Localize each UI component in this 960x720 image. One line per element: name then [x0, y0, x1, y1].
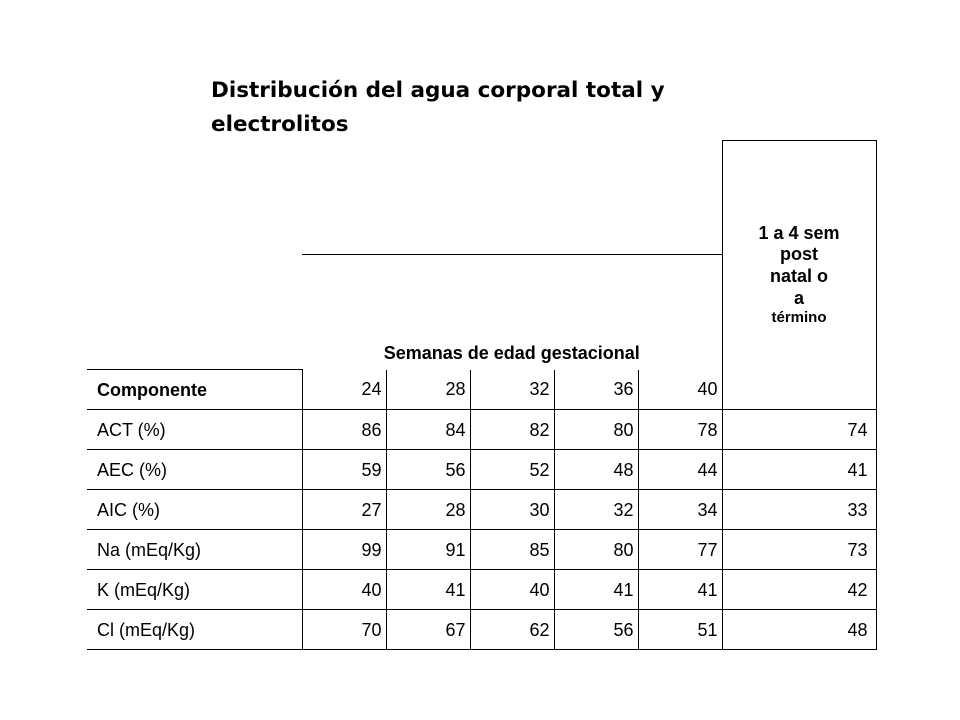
- value-cell: 80: [554, 410, 638, 450]
- week-header: 40: [638, 370, 722, 410]
- value-cell: 91: [386, 530, 470, 570]
- value-cell: 40: [470, 570, 554, 610]
- value-cell: 30: [470, 490, 554, 530]
- row-label: Cl (mEq/Kg): [87, 610, 302, 650]
- row-label: AEC (%): [87, 450, 302, 490]
- value-cell: 59: [302, 450, 386, 490]
- table-row: [87, 410, 876, 450]
- value-cell: 56: [386, 450, 470, 490]
- value-cell: 70: [302, 610, 386, 650]
- value-cell: 56: [554, 610, 638, 650]
- table-row: [87, 530, 876, 570]
- week-header: 28: [386, 370, 470, 410]
- post-value-cell: 48: [722, 610, 876, 650]
- table-spacer: [87, 141, 722, 255]
- row-label: K (mEq/Kg): [87, 570, 302, 610]
- post-value-cell: 42: [722, 570, 876, 610]
- value-cell: 82: [470, 410, 554, 450]
- table-row: [87, 490, 876, 530]
- component-header: Componente: [87, 370, 302, 410]
- value-cell: 80: [554, 530, 638, 570]
- table-row: [87, 450, 876, 490]
- value-cell: 99: [302, 530, 386, 570]
- value-cell: 44: [638, 450, 722, 490]
- data-table: [87, 140, 877, 650]
- value-cell: 52: [470, 450, 554, 490]
- table-row: [87, 610, 876, 650]
- value-cell: 34: [638, 490, 722, 530]
- post-value-cell: 73: [722, 530, 876, 570]
- week-header: 24: [302, 370, 386, 410]
- post-natal-line-1: 1 a 4 sem: [758, 222, 840, 243]
- post-natal-header: [722, 141, 876, 410]
- post-natal-line-5: término: [771, 309, 827, 327]
- post-value-cell: 74: [722, 410, 876, 450]
- week-header: 32: [470, 370, 554, 410]
- value-cell: 78: [638, 410, 722, 450]
- value-cell: 32: [554, 490, 638, 530]
- post-natal-line-2: post: [780, 244, 818, 265]
- value-cell: 77: [638, 530, 722, 570]
- post-value-cell: 41: [722, 450, 876, 490]
- row-label: Na (mEq/Kg): [87, 530, 302, 570]
- value-cell: 86: [302, 410, 386, 450]
- value-cell: 41: [386, 570, 470, 610]
- row-label: ACT (%): [87, 410, 302, 450]
- row-label: AIC (%): [87, 490, 302, 530]
- page-title: Distribución del agua corporal total y electrolitos: [211, 78, 665, 137]
- value-cell: 28: [386, 490, 470, 530]
- value-cell: 84: [386, 410, 470, 450]
- header-blank-cell: [87, 255, 302, 370]
- value-cell: 41: [638, 570, 722, 610]
- value-cell: 41: [554, 570, 638, 610]
- group-header: Semanas de edad gestacional: [302, 255, 722, 370]
- post-value-cell: 33: [722, 490, 876, 530]
- post-natal-line-4: a: [793, 287, 804, 308]
- post-natal-line-3: natal o: [769, 266, 828, 286]
- value-cell: 48: [554, 450, 638, 490]
- value-cell: 27: [302, 490, 386, 530]
- value-cell: 85: [470, 530, 554, 570]
- value-cell: 51: [638, 610, 722, 650]
- value-cell: 67: [386, 610, 470, 650]
- value-cell: 40: [302, 570, 386, 610]
- week-header: 36: [554, 370, 638, 410]
- table-row: [87, 570, 876, 610]
- value-cell: 62: [470, 610, 554, 650]
